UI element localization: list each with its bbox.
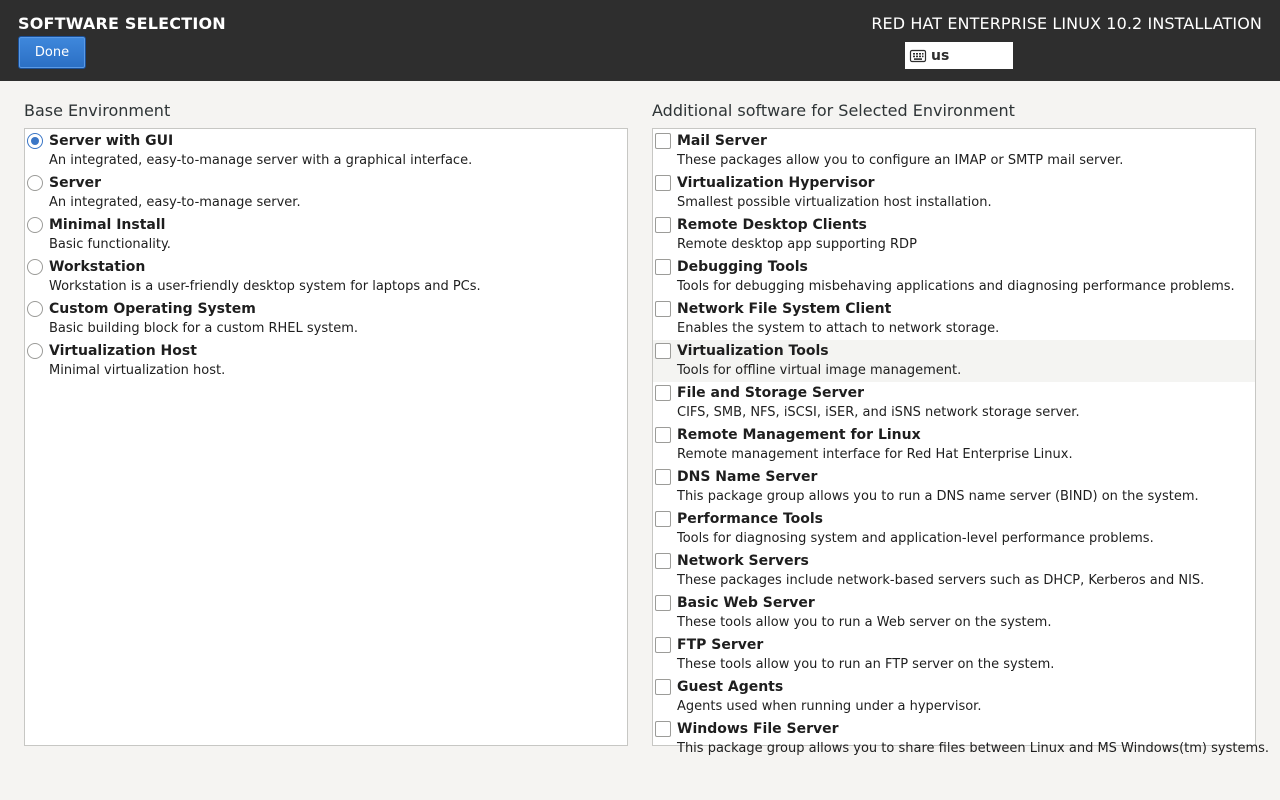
option-description: Workstation is a user-friendly desktop system for laptops and PCs.: [49, 279, 481, 294]
addon-option-mail-server[interactable]: [653, 130, 1255, 172]
addon-option-basic-web-server[interactable]: [653, 592, 1255, 634]
addon-option-virtualization-hypervisor[interactable]: [653, 172, 1255, 214]
base-env-option-minimal-install[interactable]: [25, 214, 627, 256]
base-env-option-server[interactable]: [25, 172, 627, 214]
option-title: File and Storage Server: [677, 385, 864, 401]
keyboard-icon: [910, 50, 926, 62]
option-description: Tools for diagnosing system and application-level performance problems.: [677, 531, 1154, 546]
base-environment-list: [24, 128, 628, 746]
base-env-option-virtualization-host[interactable]: [25, 340, 627, 382]
done-button[interactable]: Done: [18, 36, 86, 69]
checkbox[interactable]: [655, 637, 671, 653]
radio-button[interactable]: [27, 259, 43, 275]
radio-button[interactable]: [27, 343, 43, 359]
option-title: Custom Operating System: [49, 301, 256, 317]
radio-button[interactable]: [27, 301, 43, 317]
option-title: Virtualization Host: [49, 343, 197, 359]
option-description: These tools allow you to run a Web server on the system.: [677, 615, 1052, 630]
option-description: An integrated, easy-to-manage server with a graphical interface.: [49, 153, 473, 168]
base-environment-label: Base Environment: [24, 101, 171, 120]
checkbox[interactable]: [655, 343, 671, 359]
option-description: Agents used when running under a hypervisor.: [677, 699, 982, 714]
option-title: Debugging Tools: [677, 259, 808, 275]
addon-option-guest-agents[interactable]: [653, 676, 1255, 718]
addon-option-dns-name-server[interactable]: [653, 466, 1255, 508]
option-description: Enables the system to attach to network storage.: [677, 321, 1000, 336]
option-title: Remote Desktop Clients: [677, 217, 867, 233]
checkbox[interactable]: [655, 301, 671, 317]
option-description: CIFS, SMB, NFS, iSCSI, iSER, and iSNS network storage server.: [677, 405, 1080, 420]
checkbox[interactable]: [655, 259, 671, 275]
option-title: Network File System Client: [677, 301, 892, 317]
addon-option-performance-tools[interactable]: [653, 508, 1255, 550]
option-title: Windows File Server: [677, 721, 839, 737]
checkbox[interactable]: [655, 469, 671, 485]
checkbox[interactable]: [655, 511, 671, 527]
base-env-option-workstation[interactable]: [25, 256, 627, 298]
radio-button[interactable]: [27, 175, 43, 191]
checkbox[interactable]: [655, 427, 671, 443]
option-description: These packages include network-based servers such as DHCP, Kerberos and NIS.: [677, 573, 1205, 588]
checkbox[interactable]: [655, 385, 671, 401]
checkbox[interactable]: [655, 595, 671, 611]
addon-option-debugging-tools[interactable]: [653, 256, 1255, 298]
option-title: Mail Server: [677, 133, 767, 149]
checkbox[interactable]: [655, 721, 671, 737]
option-description: Tools for offline virtual image management.: [677, 363, 962, 378]
option-title: Minimal Install: [49, 217, 166, 233]
option-title: Network Servers: [677, 553, 809, 569]
checkbox[interactable]: [655, 217, 671, 233]
page-title: SOFTWARE SELECTION: [18, 14, 226, 33]
radio-button[interactable]: [27, 133, 43, 149]
option-title: Virtualization Tools: [677, 343, 829, 359]
addon-option-ftp-server[interactable]: [653, 634, 1255, 676]
radio-button[interactable]: [27, 217, 43, 233]
checkbox[interactable]: [655, 553, 671, 569]
additional-software-label: Additional software for Selected Environment: [652, 101, 1015, 120]
option-title: Virtualization Hypervisor: [677, 175, 875, 191]
checkbox[interactable]: [655, 679, 671, 695]
checkbox[interactable]: [655, 133, 671, 149]
addon-option-network-servers[interactable]: [653, 550, 1255, 592]
checkbox[interactable]: [655, 175, 671, 191]
option-title: Performance Tools: [677, 511, 824, 527]
option-description: These tools allow you to run an FTP server on the system.: [677, 657, 1055, 672]
additional-software-list: [652, 128, 1270, 756]
option-description: Smallest possible virtualization host installation.: [677, 195, 992, 210]
option-description: An integrated, easy-to-manage server.: [49, 195, 301, 210]
option-description: This package group allows you to share files between Linux and MS Windows(tm) systems.: [677, 741, 1270, 756]
base-env-option-custom-operating-system[interactable]: [25, 298, 627, 340]
addon-option-windows-file-server[interactable]: [653, 718, 1270, 760]
option-title: DNS Name Server: [677, 469, 818, 485]
base-env-option-server-with-gui[interactable]: [25, 130, 627, 172]
addon-option-file-and-storage-server[interactable]: [653, 382, 1255, 424]
option-title: Guest Agents: [677, 679, 784, 695]
option-description: Tools for debugging misbehaving applications and diagnosing performance problems.: [677, 279, 1235, 294]
addon-option-remote-desktop-clients[interactable]: [653, 214, 1255, 256]
option-title: Basic Web Server: [677, 595, 815, 611]
keyboard-layout-value: us: [931, 47, 950, 64]
option-description: Basic functionality.: [49, 237, 171, 252]
addon-option-remote-management-for-linux[interactable]: [653, 424, 1255, 466]
option-description: Remote desktop app supporting RDP: [677, 237, 917, 252]
option-title: FTP Server: [677, 637, 764, 653]
addon-option-virtualization-tools[interactable]: [653, 340, 1255, 382]
option-description: Basic building block for a custom RHEL system.: [49, 321, 359, 336]
option-description: This package group allows you to run a DNS name server (BIND) on the system.: [677, 489, 1199, 504]
option-title: Remote Management for Linux: [677, 427, 921, 443]
option-description: Remote management interface for Red Hat Enterprise Linux.: [677, 447, 1073, 462]
keyboard-layout-indicator[interactable]: [905, 42, 1013, 69]
addon-option-network-file-system-client[interactable]: [653, 298, 1255, 340]
option-description: These packages allow you to configure an IMAP or SMTP mail server.: [677, 153, 1124, 168]
option-title: Workstation: [49, 259, 146, 275]
header-bar: [0, 0, 1280, 81]
option-title: Server: [49, 175, 102, 191]
option-title: Server with GUI: [49, 133, 174, 149]
product-title: RED HAT ENTERPRISE LINUX 10.2 INSTALLATION: [871, 14, 1262, 33]
option-description: Minimal virtualization host.: [49, 363, 226, 378]
